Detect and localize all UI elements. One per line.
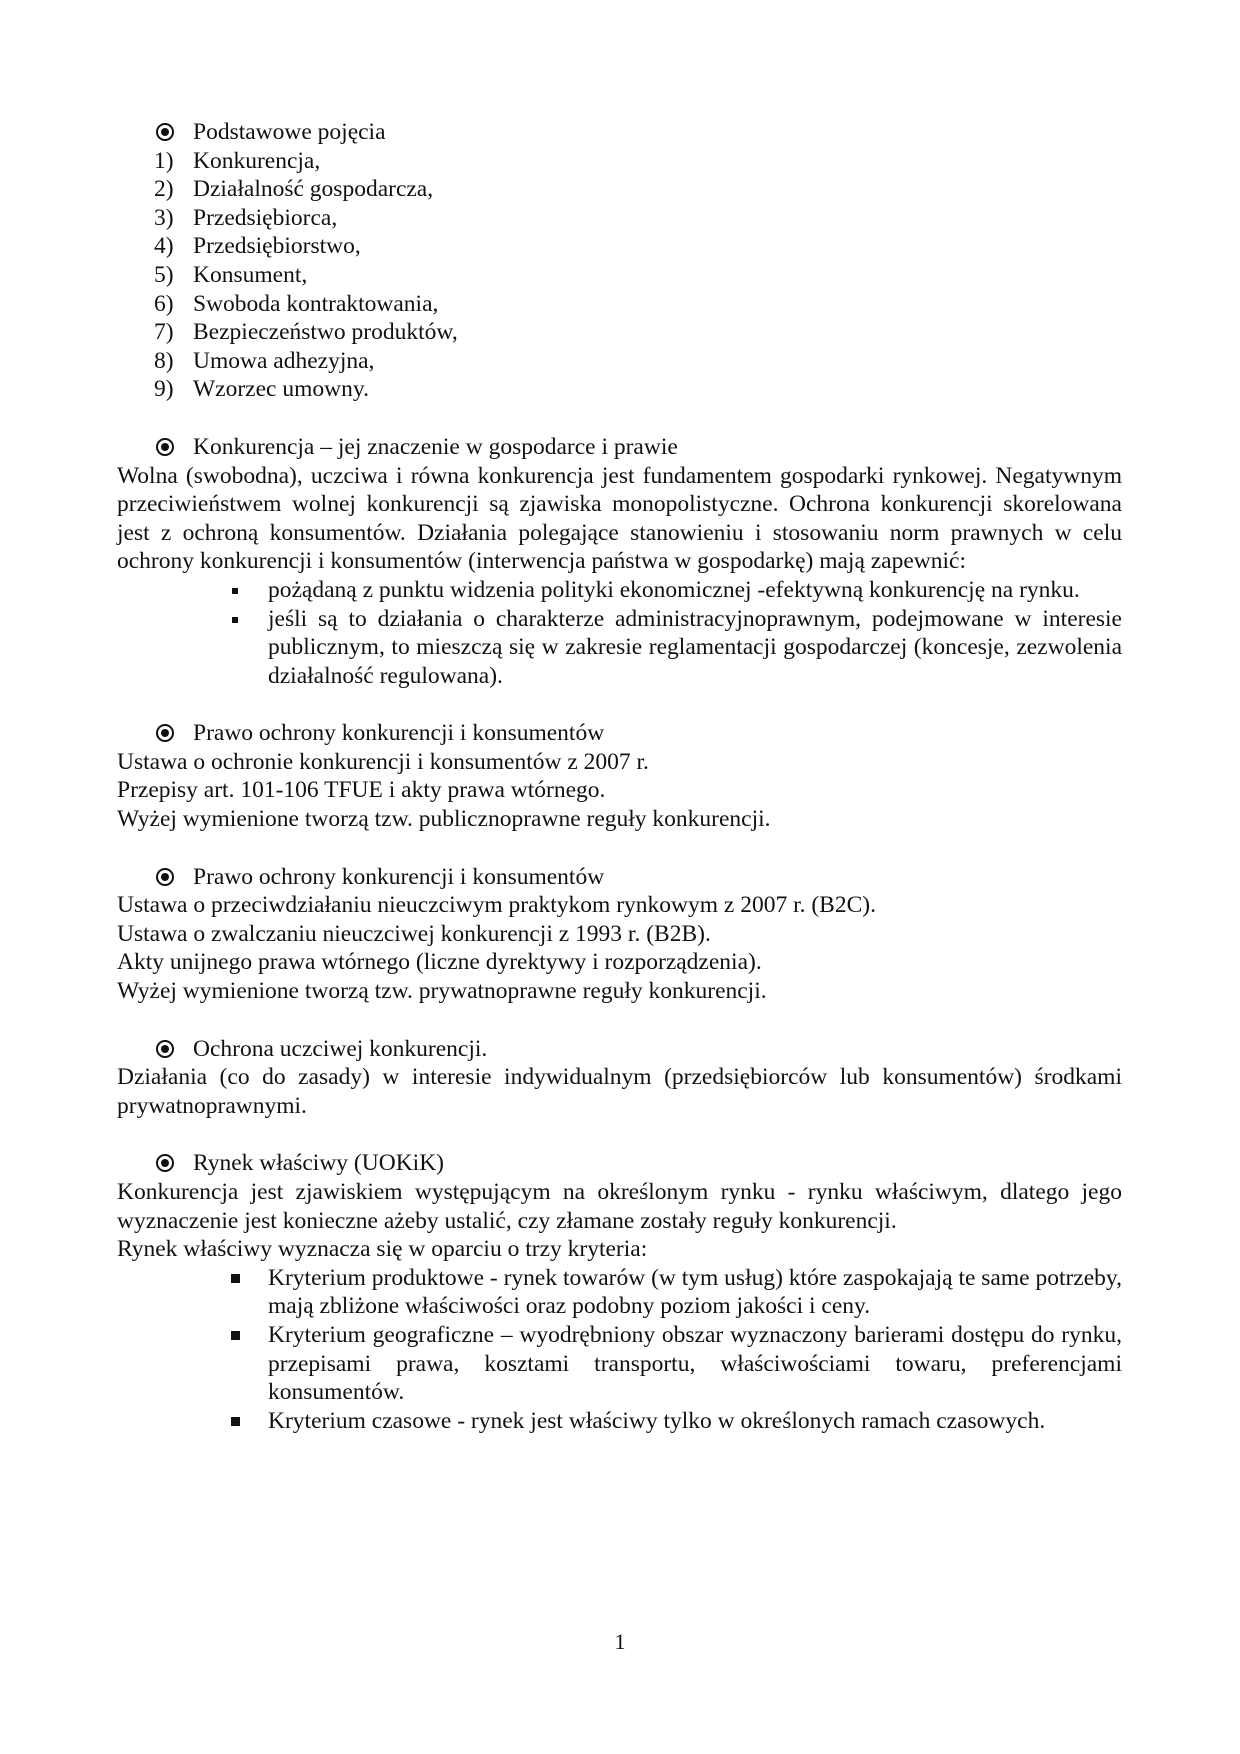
heading-text: Ochrona uczciwej konkurencji. — [193, 1035, 488, 1062]
text-line: Ustawa o ochronie konkurencji i konsumentów z 2007 r. — [117, 748, 649, 775]
paragraph: Wolna (swobodna), uczciwa i równa konkurencja jest fundamentem gospodarki rynkowej. Negatywnym przeciwieństwem wolnej konkurencji są zjawiska monopolistyczne. Ochrona konkurencji skorelowana jest z ochroną konsumentów. Działania polegające stanowieniu i stosowaniu norm prawnych w celu ochrony konkurencji i konsumentów (interwencja państwa w gospodarkę) mają zapewnić: — [117, 462, 1122, 575]
list-item: 4) Przedsiębiorstwo, — [154, 233, 361, 260]
text-line: Przepisy art. 101-106 TFUE i akty prawa wtórnego. — [117, 777, 606, 804]
section-heading-competition-meaning — [117, 433, 1122, 462]
list-item: 6) Swoboda kontraktowania, — [154, 290, 439, 317]
section-heading-basic-concepts — [117, 118, 1122, 147]
list-item: Kryterium produktowe - rynek towarów (w tym usług) które zaspokajają te same potrzeby, mają zbliżone właściwości oraz podobny poziom jakości i ceny. — [117, 1264, 1122, 1321]
text-line: Ustawa o zwalczaniu nieuczciwej konkurencji z 1993 r. (B2B). — [117, 920, 711, 947]
list-item: 2) Działalność gospodarcza, — [154, 176, 434, 203]
bullet-target-icon — [156, 868, 174, 886]
bullet-target-icon — [156, 438, 174, 456]
list-item: Kryterium czasowe - rynek jest właściwy tylko w określonych ramach czasowych. — [117, 1407, 1122, 1436]
page-content — [117, 118, 1122, 1435]
text-line: Wyżej wymienione tworzą tzw. prywatnoprawne reguły konkurencji. — [117, 978, 767, 1005]
bullet-target-icon — [156, 1154, 174, 1172]
heading-text: Podstawowe pojęcia — [193, 119, 386, 145]
bullet-target-icon — [156, 1040, 174, 1058]
paragraph: Konkurencja jest zjawiskiem występującym na określonym rynku - rynku właściwym, dlatego jego wyznaczenie jest konieczne ażeby ustalić, czy złamane zostały reguły konkurencji. — [117, 1179, 1122, 1234]
list-item: 8) Umowa adhezyjna, — [154, 347, 375, 374]
square-bullet-icon — [231, 1274, 240, 1283]
section-heading-private-law — [117, 863, 1122, 892]
list-item: Kryterium geograficzne – wyodrębniony obszar wyznaczony barierami dostępu do rynku, przepisami prawa, kosztami transportu, właściwościami towaru, preferencjami konsumentów. — [117, 1321, 1122, 1407]
heading-text: Konkurencja – jej znaczenie w gospodarce i prawie — [193, 433, 678, 460]
list-item: 7) Bezpieczeństwo produktów, — [154, 319, 458, 346]
list-item: 9) Wzorzec umowny. — [154, 376, 369, 403]
square-bullet-icon — [231, 1331, 240, 1340]
paragraph: Działania (co do zasady) w interesie indywidualnym (przedsiębiorców lub konsumentów) środkami prywatnoprawnymi. — [117, 1064, 1122, 1119]
text-line: Akty unijnego prawa wtórnego (liczne dyrektywy i rozporządzenia). — [117, 949, 762, 976]
square-bullet-icon — [232, 617, 238, 623]
bullet-target-icon — [156, 123, 174, 141]
list-item: jeśli są to działania o charakterze administracyjnoprawnym, podejmowane w interesie publicznym, to mieszczą się w zakresie reglamentacji gospodarczej (koncesje, zezwolenia działalność regulowana). — [117, 605, 1122, 691]
heading-text: Rynek właściwy (UOKiK) — [193, 1150, 444, 1177]
concepts-list — [117, 147, 1122, 404]
section-heading-relevant-market — [117, 1149, 1122, 1178]
criteria-list — [117, 1264, 1122, 1436]
section-heading-public-law — [117, 719, 1122, 748]
square-bullet-icon — [232, 588, 238, 594]
list-item: pożądaną z punktu widzenia polityki ekonomicznej -efektywną konkurencję na rynku. — [117, 576, 1122, 605]
list-item: 1) Konkurencja, — [154, 147, 321, 174]
section-heading-fair-competition — [117, 1035, 1122, 1064]
text-line: Rynek właściwy wyznacza się w oparciu o trzy kryteria: — [117, 1236, 648, 1263]
heading-text: Prawo ochrony konkurencji i konsumentów — [193, 720, 605, 747]
heading-text: Prawo ochrony konkurencji i konsumentów — [193, 863, 605, 890]
list-item: 3) Przedsiębiorca, — [154, 204, 338, 231]
list-item: 5) Konsument, — [154, 261, 308, 288]
text-line: Ustawa o przeciwdziałaniu nieuczciwym praktykom rynkowym z 2007 r. (B2C). — [117, 892, 876, 919]
text-line: Wyżej wymienione tworzą tzw. publicznoprawne reguły konkurencji. — [117, 806, 771, 833]
bullet-list — [117, 576, 1122, 690]
bullet-target-icon — [156, 724, 174, 742]
page-number: 1 — [614, 1629, 626, 1654]
square-bullet-icon — [231, 1417, 240, 1426]
